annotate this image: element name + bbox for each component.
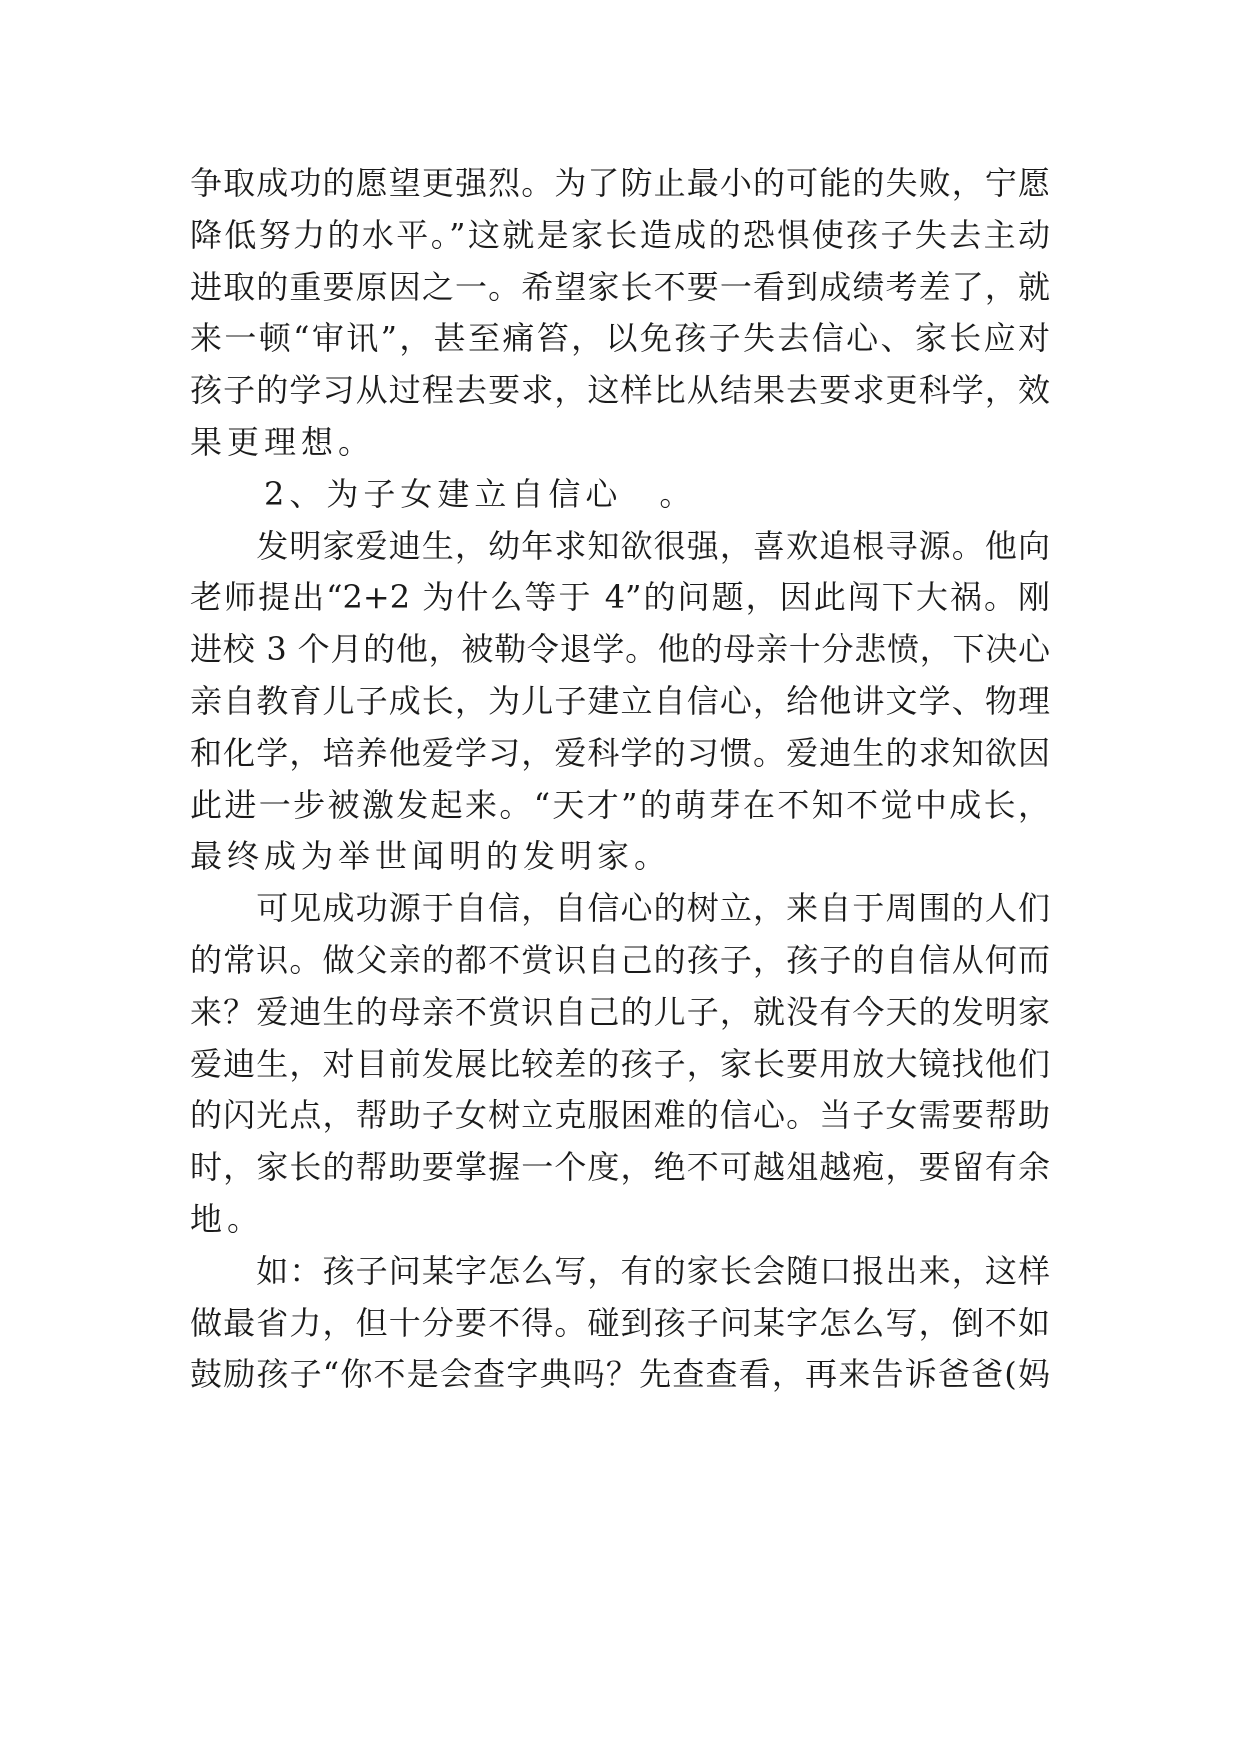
text-line: 的闪光点，帮助子女树立克服困难的信心。当子女需要帮助: [190, 1096, 1050, 1135]
text-line: 老师提出“2+2 为什么等于 4”的问题，因此闯下大祸。刚: [190, 578, 1050, 617]
text-line: 争取成功的愿望更强烈。为了防止最小的可能的失败，宁愿: [190, 164, 1050, 202]
text-line: 进校 3 个月的他，被勒令退学。他的母亲十分悲愤，下决心: [190, 630, 1050, 669]
text-line: 可见成功源于自信，自信心的树立，来自于周围的人们: [190, 889, 1050, 928]
text-line: 亲自教育儿子成长，为儿子建立自信心，给他讲文学、物理: [190, 681, 1050, 720]
text-line: 如：孩子问某字怎么写，有的家长会随口报出来，这样: [190, 1251, 1050, 1290]
document-body: [190, 158, 1050, 1401]
text-line: 降低努力的水平。”这就是家长造成的恐惧使孩子失去主动: [190, 215, 1050, 254]
text-line: 来一顿“审讯”，甚至痛笞，以免孩子失去信心、家长应对: [190, 319, 1050, 358]
text-line: 孩子的学习从过程去要求，这样比从结果去要求更科学，效: [190, 371, 1050, 410]
text-line: 果更理想。: [190, 422, 376, 461]
text-line: 鼓励孩子“你不是会查字典吗？先查查看，再来告诉爸爸(妈: [190, 1355, 1050, 1394]
section-heading: 2、为子女建立自信心 。: [190, 474, 697, 513]
text-line: 的常识。做父亲的都不赏识自己的孩子，孩子的自信从何而: [190, 940, 1050, 979]
text-line: 来？爱迪生的母亲不赏识自己的儿子，就没有今天的发明家: [190, 992, 1050, 1031]
text-line: 进取的重要原因之一。希望家长不要一看到成绩考差了，就: [190, 267, 1050, 306]
text-line: 和化学，培养他爱学习，爱科学的习惯。爱迪生的求知欲因: [190, 733, 1050, 772]
text-line: 最终成为举世闻明的发明家。: [190, 837, 672, 876]
text-line: 此进一步被激发起来。“天才”的萌芽在不知不觉中成长，: [190, 785, 1050, 824]
text-line: 地。: [190, 1199, 265, 1238]
text-line: 时，家长的帮助要掌握一个度，绝不可越俎越疱，要留有余: [190, 1148, 1050, 1187]
text-line: 爱迪生，对目前发展比较差的孩子，家长要用放大镜找他们: [190, 1044, 1050, 1083]
text-line: 发明家爱迪生，幼年求知欲很强，喜欢追根寻源。他向: [190, 526, 1050, 565]
text-line: 做最省力，但十分要不得。碰到孩子问某字怎么写，倒不如: [190, 1303, 1050, 1342]
